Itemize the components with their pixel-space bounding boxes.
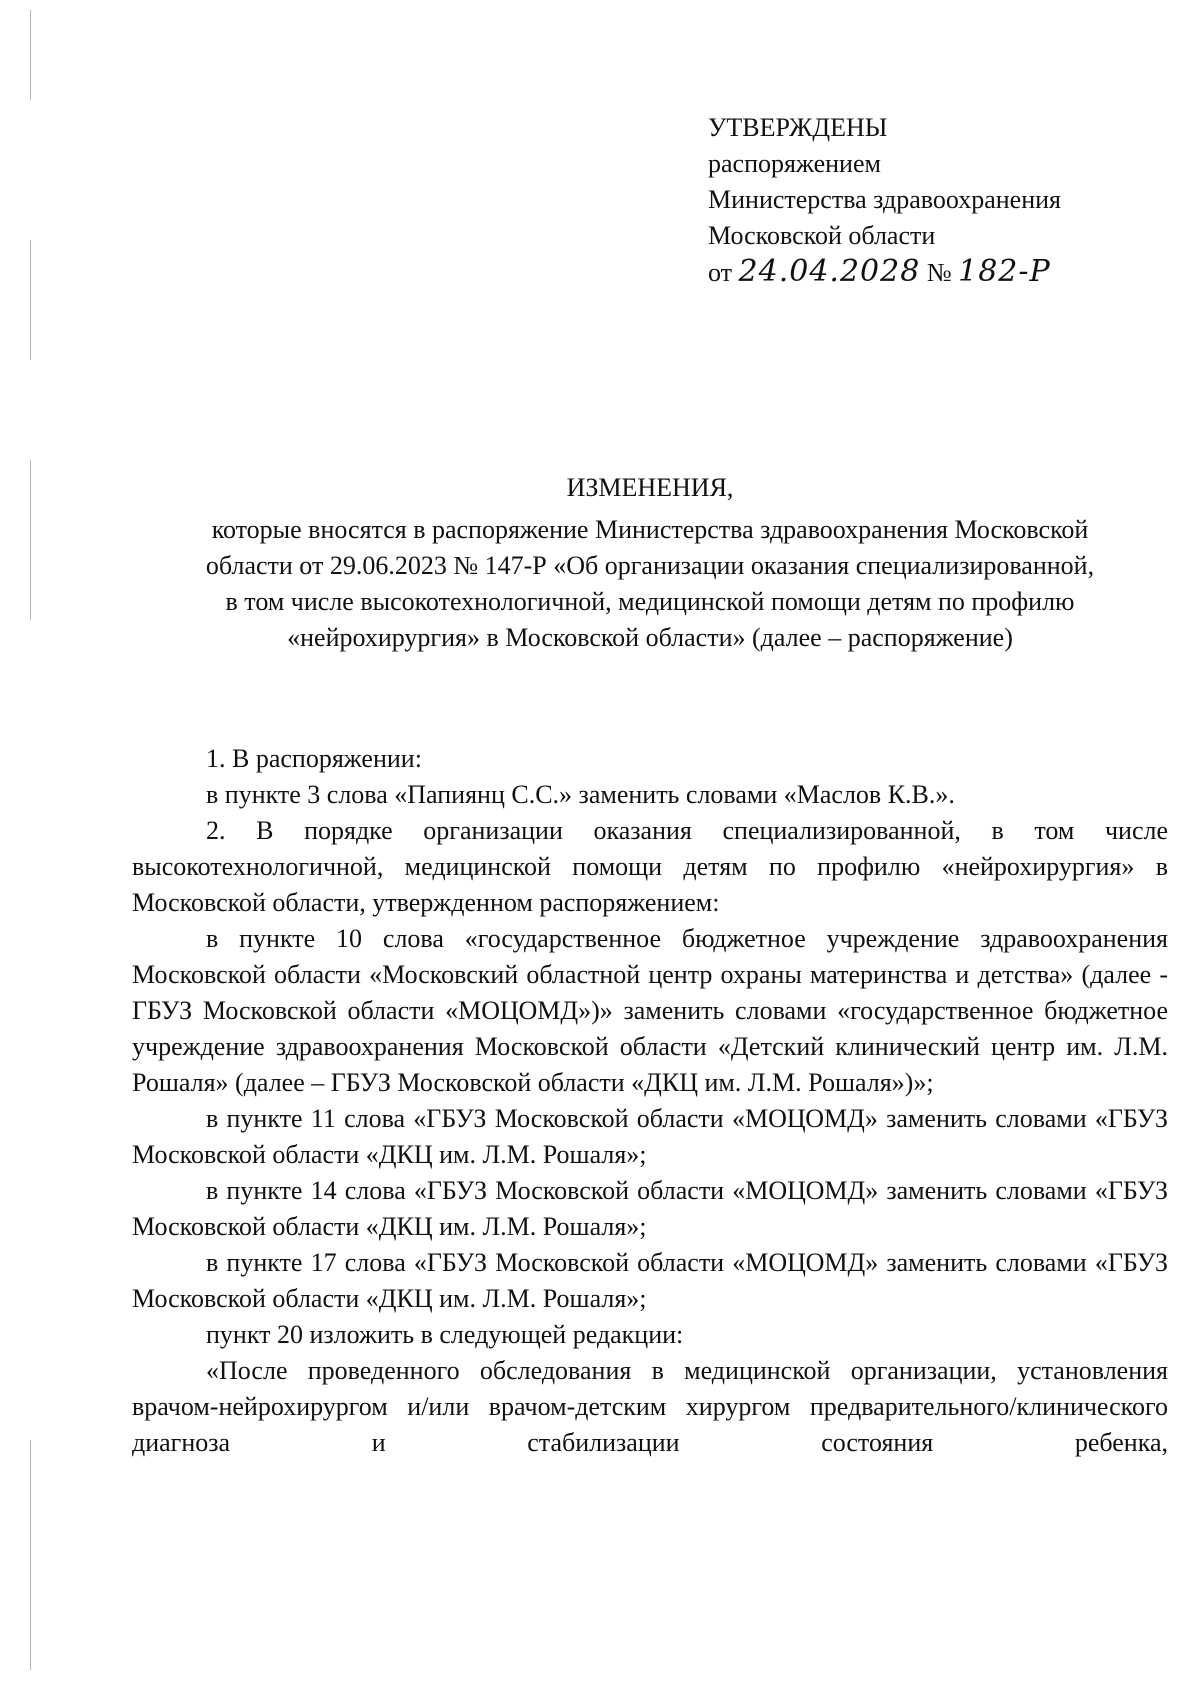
date-prefix: от xyxy=(708,258,733,287)
scan-edge-line xyxy=(30,240,31,360)
document-subtitle xyxy=(130,512,1170,656)
approval-line: Министерства здравоохранения xyxy=(708,185,1061,214)
paragraph: в пункте 10 слова «государственное бюджетное учреждение здравоохранения Московской области «Московский областной центр охраны материнства и детства» (далее - ГБУЗ Московской области «МОЦОМД»)» заменить словами «государственное бюджетное учреждение здравоохранения Московской области «Детский клинический центр им. Л.М. Рошаля» (далее – ГБУЗ Московской области «ДКЦ им. Л.М. Рошаля»)»; xyxy=(132,924,1168,1097)
scan-edge-line xyxy=(30,10,31,100)
subtitle-line: которые вносятся в распоряжение Министерства здравоохранения Московской xyxy=(211,515,1089,544)
subtitle-line: «нейрохирургия» в Московской области» (далее – распоряжение) xyxy=(287,623,1013,652)
paragraph: в пункте 17 слова «ГБУЗ Московской области «МОЦОМД» заменить словами «ГБУЗ Московской области «ДКЦ им. Л.М. Рошаля»; xyxy=(132,1248,1168,1313)
handwritten-date: 24.04.2028 xyxy=(738,254,921,289)
paragraph: 1. В распоряжении: xyxy=(206,744,422,773)
paragraph: 2. В порядке организации оказания специализированной, в том числе высокотехнологичной, медицинской помощи детям по профилю «нейрохирургия» в Московской области, утвержденном распоряжением: xyxy=(132,816,1168,917)
handwritten-number: 182-Р xyxy=(958,254,1051,289)
subtitle-line: в том числе высокотехнологичной, медицинской помощи детям по профилю xyxy=(225,587,1075,616)
paragraph: в пункте 11 слова «ГБУЗ Московской области «МОЦОМД» заменить словами «ГБУЗ Московской области «ДКЦ им. Л.М. Рошаля»; xyxy=(132,1104,1168,1169)
approval-line: Московской области xyxy=(708,221,936,250)
paragraph: «После проведенного обследования в медицинской организации, установления врачом-нейрохирургом и/или врачом-детским хирургом предварительного/клинического диагноза и стабилизации состояния ребенка, xyxy=(132,1356,1168,1457)
scan-edge-line xyxy=(30,460,31,620)
paragraph: в пункте 14 слова «ГБУЗ Московской области «МОЦОМД» заменить словами «ГБУЗ Московской области «ДКЦ им. Л.М. Рошаля»; xyxy=(132,1176,1168,1241)
approval-block xyxy=(708,110,1148,291)
approval-line: распоряжением xyxy=(708,149,881,178)
number-sign: № xyxy=(926,258,952,287)
paragraph: пункт 20 изложить в следующей редакции: xyxy=(206,1320,684,1349)
document-title: ИЗМЕНЕНИЯ, xyxy=(566,473,734,502)
approval-date-line xyxy=(708,254,1148,291)
scan-edge-line xyxy=(30,1440,31,1670)
approval-heading: УТВЕРЖДЕНЫ xyxy=(708,113,888,142)
document-body xyxy=(132,741,1168,1461)
paragraph: в пункте 3 слова «Папиянц С.С.» заменить словами «Маслов К.В.». xyxy=(206,780,955,809)
subtitle-line: области от 29.06.2023 № 147-Р «Об организации оказания специализированной, xyxy=(205,551,1095,580)
